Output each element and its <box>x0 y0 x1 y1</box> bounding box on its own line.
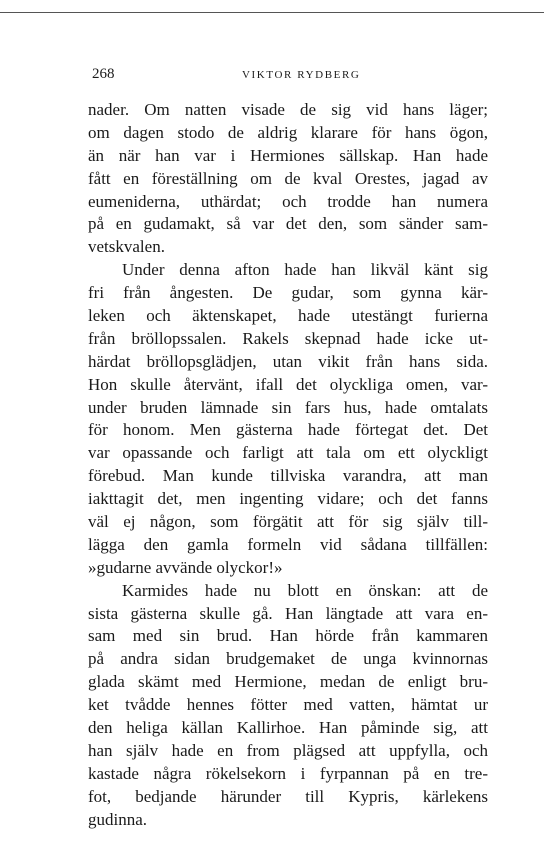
text-line: nader. Om natten visade de sig vid hans läger; <box>88 100 488 119</box>
text-line: fri från ångesten. De gudar, som gynna kär- <box>88 283 488 303</box>
top-rule <box>0 12 544 13</box>
text-line: lägga den gamla formeln vid sådana tillfällen: <box>88 534 488 554</box>
text-line: Hon skulle återvänt, ifall det olyckliga omen, var- <box>88 374 488 394</box>
text-line: den heliga källan Kallirhoe. Han påminde sig, att <box>88 718 488 738</box>
text-line: ket tvådde hennes fötter med vatten, hämtat ur <box>88 695 488 715</box>
text-line: än när han var i Hermiones sällskap. Han hade <box>88 145 488 165</box>
page-number: 268 <box>92 66 115 82</box>
text-line: han själv hade en from plägsed att uppfylla, och <box>88 740 488 760</box>
text-line: under bruden lämnade sin fars hus, hade omtalats <box>88 397 488 417</box>
text-line: sista gästerna skulle gå. Han längtade att vara en- <box>88 603 488 623</box>
text-line: leken och äktenskapet, hade utestängt furierna <box>88 306 488 326</box>
text-line: eumeniderna, uthärdat; och trodde han numera <box>88 191 488 211</box>
text-line: härdat bröllopsglädjen, utan vikit från hans sida. <box>88 351 488 371</box>
text-line: på en gudamakt, så var det den, som sänder sam- <box>88 214 488 234</box>
text-line: på andra sidan brudgemaket de unga kvinnornas <box>88 649 488 669</box>
text-line: fot, bedjande härunder till Kypris, kärlekens <box>88 786 488 806</box>
text-line: vetskvalen. <box>88 237 165 257</box>
text-line: fått en föreställning om de kval Orestes, jagad av <box>88 168 488 188</box>
page-header <box>92 64 492 84</box>
text-line: var opassande och farligt att tala om ett olyckligt <box>88 443 488 463</box>
text-line: Under denna afton hade han likväl känt sig <box>122 260 488 280</box>
text-line: »gudarne avvände olyckor!» <box>88 557 283 577</box>
text-line: iakttagit det, men ingenting vidare; och det fanns <box>88 489 488 509</box>
text-line: från bröllopssalen. Rakels skepnad hade icke ut- <box>88 328 488 348</box>
text-line: kastade några rökelsekorn i fyrpannan på en tre- <box>88 763 488 783</box>
running-head: VIKTOR RYDBERG <box>242 69 361 81</box>
text-line: väl ej någon, som förgätit att för sig själv till- <box>88 512 488 532</box>
text-line: sam med sin brud. Han hörde från kammaren <box>88 626 488 646</box>
text-line: gudinna. <box>88 809 148 829</box>
text-line: glada skämt med Hermione, medan de enligt bru- <box>88 672 488 692</box>
body-text <box>88 99 488 832</box>
text-line: om dagen stodo de aldrig klarare för hans ögon, <box>88 122 488 142</box>
text-line: förebud. Man kunde tillviska varandra, att man <box>88 466 488 486</box>
text-line: Karmides hade nu blott en önskan: att de <box>122 580 488 600</box>
text-line: för honom. Men gästerna hade förtegat det. Det <box>88 420 488 440</box>
